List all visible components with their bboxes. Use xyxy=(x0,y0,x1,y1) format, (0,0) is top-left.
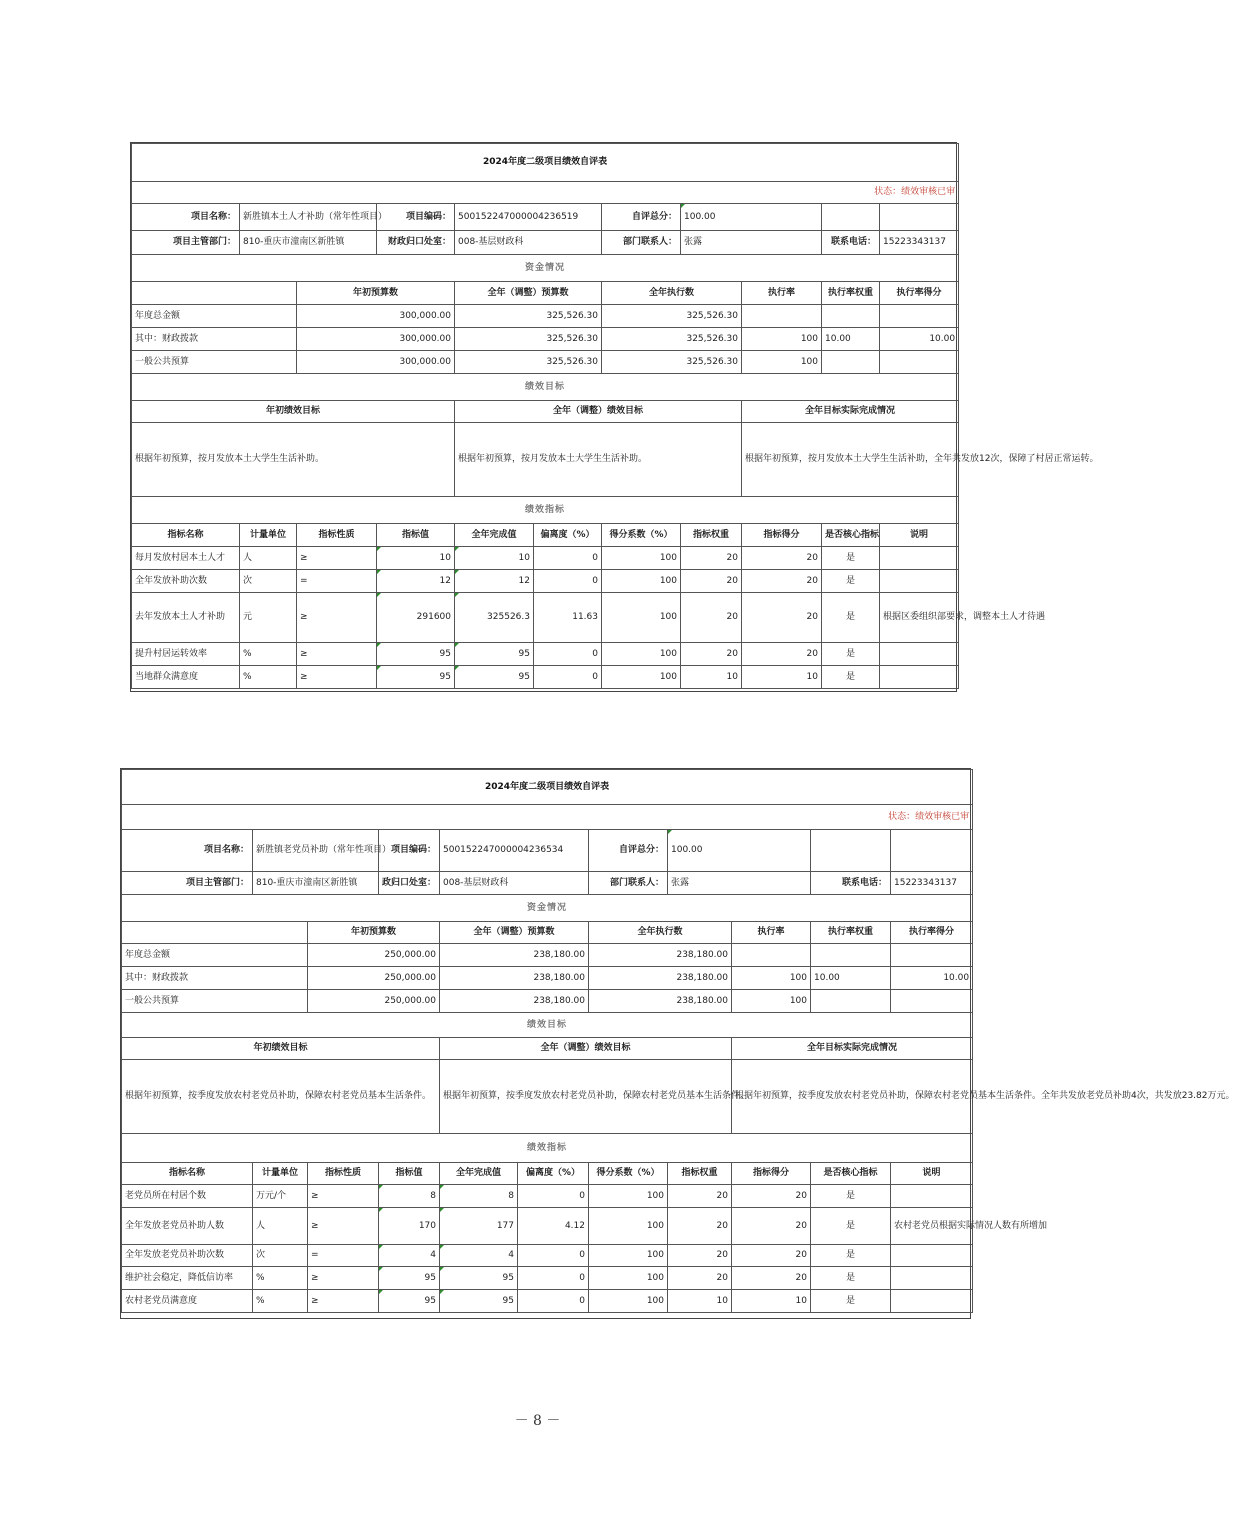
indicator-row xyxy=(132,643,959,666)
indicator-header: 得分系数（%） xyxy=(589,1163,668,1185)
funds-row-name: 其中：财政拨款 xyxy=(132,328,297,351)
indicator-weight: 20 xyxy=(668,1185,732,1208)
indicator-note xyxy=(880,666,959,689)
indicator-name: 全年发放老党员补助次数 xyxy=(122,1245,253,1267)
indicator-header: 偏离度（%） xyxy=(534,524,602,547)
form-table xyxy=(121,769,1235,1313)
page-number: － 8 － xyxy=(514,1413,561,1429)
indicator-deviation: 0 xyxy=(518,1245,589,1267)
indicator-header: 是否核心指标 xyxy=(822,524,880,547)
indicator-weight: 10 xyxy=(668,1290,732,1313)
funds-row xyxy=(132,328,959,351)
goals-section-title: 绩效目标 xyxy=(122,1013,973,1038)
indicator-deviation: 0 xyxy=(518,1185,589,1208)
indicator-note xyxy=(891,1185,973,1208)
funds-score xyxy=(880,305,959,328)
indicator-target: 95 xyxy=(379,1290,440,1313)
funds-executed: 325,526.30 xyxy=(602,305,742,328)
indicator-name: 每月发放村居本土人才 xyxy=(132,547,240,570)
indicator-header: 指标得分 xyxy=(742,524,822,547)
indicator-name: 全年发放老党员补助人数 xyxy=(122,1208,253,1245)
indicator-core: 是 xyxy=(822,643,880,666)
indicator-deviation: 0 xyxy=(518,1267,589,1290)
funds-executed: 325,526.30 xyxy=(602,328,742,351)
indicator-done: 95 xyxy=(440,1290,518,1313)
indicator-name: 提升村居运转效率 xyxy=(132,643,240,666)
indicator-deviation: 4.12 xyxy=(518,1208,589,1245)
funds-adjusted: 238,180.00 xyxy=(440,944,589,967)
funds-header: 执行率得分 xyxy=(891,922,973,944)
funds-header: 执行率权重 xyxy=(822,282,880,305)
indicator-row xyxy=(132,666,959,689)
actual-completion-text: 根据年初预算，按季度发放农村老党员补助，保障农村老党员基本生活条件。全年共发放老党员补助4次，共发放23.82万元。 xyxy=(732,1060,973,1134)
indicators-section-title: 绩效指标 xyxy=(122,1134,973,1163)
indicator-row xyxy=(122,1185,973,1208)
goals-header: 全年（调整）绩效目标 xyxy=(440,1038,732,1060)
total-score-label: 自评总分： xyxy=(602,204,681,231)
indicator-header: 偏离度（%） xyxy=(518,1163,589,1185)
indicator-header: 指标性质 xyxy=(297,524,377,547)
indicator-name: 维护社会稳定，降低信访率 xyxy=(122,1267,253,1290)
total-score-value: 100.00 xyxy=(681,204,822,231)
indicator-coefficient: 100 xyxy=(589,1245,668,1267)
funds-adjusted: 325,526.30 xyxy=(455,328,602,351)
indicator-name: 去年发放本土人才补助 xyxy=(132,593,240,643)
indicator-coefficient: 100 xyxy=(602,593,681,643)
empty-cell xyxy=(122,922,308,944)
goals-header: 全年目标实际完成情况 xyxy=(742,401,959,423)
indicator-nature: ≥ xyxy=(308,1267,379,1290)
adjusted-goal-text: 根据年初预算，按月发放本土大学生生活补助。 xyxy=(455,423,742,497)
indicator-name: 当地群众满意度 xyxy=(132,666,240,689)
indicator-name: 农村老党员满意度 xyxy=(122,1290,253,1313)
indicator-core: 是 xyxy=(811,1267,891,1290)
indicator-header: 全年完成值 xyxy=(455,524,534,547)
project-code-value: 500152247000004236519 xyxy=(455,204,602,231)
finance-value: 008-基层财政科 xyxy=(440,872,589,895)
indicator-note xyxy=(891,1245,973,1267)
indicator-target: 4 xyxy=(379,1245,440,1267)
indicator-header: 指标名称 xyxy=(132,524,240,547)
empty-cell xyxy=(822,204,880,231)
form-title: 2024年度二级项目绩效自评表 xyxy=(122,770,973,805)
indicator-coefficient: 100 xyxy=(589,1208,668,1245)
indicator-core: 是 xyxy=(811,1290,891,1313)
indicator-target: 291600 xyxy=(377,593,455,643)
form-title: 2024年度二级项目绩效自评表 xyxy=(132,144,959,182)
funds-row xyxy=(122,944,973,967)
performance-form-1 xyxy=(130,142,1099,692)
funds-row xyxy=(132,351,959,374)
indicator-header: 指标值 xyxy=(377,524,455,547)
empty-cell xyxy=(891,830,973,872)
indicator-core: 是 xyxy=(822,570,880,593)
funds-header: 年初预算数 xyxy=(308,922,440,944)
funds-initial: 300,000.00 xyxy=(297,328,455,351)
funds-header: 执行率 xyxy=(742,282,822,305)
project-name-label: 项目名称： xyxy=(122,830,253,872)
dept-label: 项目主管部门： xyxy=(132,231,240,255)
indicator-coefficient: 100 xyxy=(589,1185,668,1208)
funds-executed: 238,180.00 xyxy=(589,990,732,1013)
indicator-header: 说明 xyxy=(891,1163,973,1185)
project-code-label: 项目编码： xyxy=(379,830,440,872)
indicator-done: 95 xyxy=(440,1267,518,1290)
project-name-value: 新胜镇本土人才补助（常年性项目） xyxy=(240,204,377,231)
contact-label: 部门联系人： xyxy=(602,231,681,255)
indicator-weight: 20 xyxy=(681,593,742,643)
funds-header: 年初预算数 xyxy=(297,282,455,305)
indicator-name: 全年发放补助次数 xyxy=(132,570,240,593)
status-text: 状态：绩效审核已审 xyxy=(132,182,959,204)
indicator-nature: ≥ xyxy=(308,1185,379,1208)
form-table xyxy=(131,143,1099,689)
empty-cell xyxy=(880,204,959,231)
indicator-nature: ≥ xyxy=(297,643,377,666)
indicator-unit: 元 xyxy=(240,593,297,643)
dept-value: 810-重庆市潼南区新胜镇 xyxy=(240,231,377,255)
indicator-unit: % xyxy=(253,1267,308,1290)
indicator-unit: 次 xyxy=(240,570,297,593)
funds-header: 执行率得分 xyxy=(880,282,959,305)
indicator-core: 是 xyxy=(822,593,880,643)
indicator-target: 12 xyxy=(377,570,455,593)
funds-header: 全年（调整）预算数 xyxy=(455,282,602,305)
indicator-weight: 10 xyxy=(681,666,742,689)
funds-rate: 100 xyxy=(732,967,811,990)
indicator-nature: ≥ xyxy=(297,666,377,689)
funds-row xyxy=(122,967,973,990)
indicator-target: 95 xyxy=(379,1267,440,1290)
finance-label: 政归口处室： xyxy=(379,872,440,895)
total-score-label: 自评总分： xyxy=(589,830,668,872)
total-score-value: 100.00 xyxy=(668,830,811,872)
indicator-target: 170 xyxy=(379,1208,440,1245)
funds-rate xyxy=(732,944,811,967)
indicator-header: 指标名称 xyxy=(122,1163,253,1185)
indicator-nature: ≥ xyxy=(308,1290,379,1313)
funds-row-name: 年度总金额 xyxy=(132,305,297,328)
indicator-deviation: 0 xyxy=(534,547,602,570)
indicator-name: 老党员所在村居个数 xyxy=(122,1185,253,1208)
indicator-score: 10 xyxy=(742,666,822,689)
indicator-nature: ≥ xyxy=(297,593,377,643)
indicator-score: 10 xyxy=(732,1290,811,1313)
contact-value: 张露 xyxy=(681,231,822,255)
indicator-row xyxy=(132,547,959,570)
funds-rate: 100 xyxy=(742,351,822,374)
indicator-header: 计量单位 xyxy=(240,524,297,547)
funds-executed: 238,180.00 xyxy=(589,944,732,967)
contact-label: 部门联系人： xyxy=(589,872,668,895)
indicator-header: 指标权重 xyxy=(681,524,742,547)
goals-header: 年初绩效目标 xyxy=(122,1038,440,1060)
actual-completion-text: 根据年初预算，按月发放本土大学生生活补助，全年共发放12次，保障了村居正常运转。 xyxy=(742,423,959,497)
indicator-nature: = xyxy=(308,1245,379,1267)
indicator-header: 计量单位 xyxy=(253,1163,308,1185)
indicator-unit: 次 xyxy=(253,1245,308,1267)
indicator-weight: 20 xyxy=(668,1208,732,1245)
indicator-unit: % xyxy=(240,666,297,689)
phone-value: 15223343137 xyxy=(891,872,973,895)
indicator-core: 是 xyxy=(811,1185,891,1208)
indicator-coefficient: 100 xyxy=(602,570,681,593)
funds-weight xyxy=(822,351,880,374)
funds-section-title: 资金情况 xyxy=(132,255,959,282)
indicator-unit: 万元/个 xyxy=(253,1185,308,1208)
dept-label: 项目主管部门： xyxy=(122,872,253,895)
indicator-note: 根据区委组织部要求，调整本土人才待遇 xyxy=(880,593,959,643)
indicator-target: 95 xyxy=(377,666,455,689)
indicator-core: 是 xyxy=(822,666,880,689)
indicator-core: 是 xyxy=(811,1208,891,1245)
funds-score xyxy=(891,990,973,1013)
indicator-coefficient: 100 xyxy=(589,1290,668,1313)
indicator-done: 95 xyxy=(455,643,534,666)
indicator-weight: 20 xyxy=(668,1267,732,1290)
project-name-value: 新胜镇老党员补助（常年性项目） xyxy=(253,830,379,872)
indicator-score: 20 xyxy=(732,1185,811,1208)
phone-label: 联系电话： xyxy=(822,231,880,255)
funds-header: 执行率 xyxy=(732,922,811,944)
funds-header: 全年执行数 xyxy=(602,282,742,305)
funds-adjusted: 325,526.30 xyxy=(455,351,602,374)
indicator-header: 指标值 xyxy=(379,1163,440,1185)
indicator-weight: 20 xyxy=(668,1245,732,1267)
indicator-deviation: 0 xyxy=(534,666,602,689)
goals-section-title: 绩效目标 xyxy=(132,374,959,401)
adjusted-goal-text: 根据年初预算，按季度发放农村老党员补助，保障农村老党员基本生活条件。 xyxy=(440,1060,732,1134)
indicator-note xyxy=(891,1267,973,1290)
indicator-coefficient: 100 xyxy=(602,666,681,689)
indicator-row xyxy=(122,1245,973,1267)
indicator-unit: % xyxy=(253,1290,308,1313)
funds-rate: 100 xyxy=(732,990,811,1013)
initial-goal-text: 根据年初预算，按月发放本土大学生生活补助。 xyxy=(132,423,455,497)
indicator-unit: 人 xyxy=(240,547,297,570)
indicator-header: 指标权重 xyxy=(668,1163,732,1185)
performance-form-2 xyxy=(120,768,1235,1319)
indicator-core: 是 xyxy=(811,1245,891,1267)
funds-row-name: 一般公共预算 xyxy=(132,351,297,374)
funds-weight xyxy=(811,990,891,1013)
funds-weight: 10.00 xyxy=(811,967,891,990)
empty-cell xyxy=(811,830,891,872)
indicator-note xyxy=(880,643,959,666)
indicator-score: 20 xyxy=(742,570,822,593)
indicator-score: 20 xyxy=(732,1245,811,1267)
indicator-deviation: 0 xyxy=(534,643,602,666)
indicator-deviation: 0 xyxy=(518,1290,589,1313)
funds-initial: 300,000.00 xyxy=(297,351,455,374)
indicator-done: 10 xyxy=(455,547,534,570)
indicator-header: 指标得分 xyxy=(732,1163,811,1185)
funds-row xyxy=(122,990,973,1013)
indicator-score: 20 xyxy=(742,593,822,643)
funds-weight: 10.00 xyxy=(822,328,880,351)
project-code-value: 500152247000004236534 xyxy=(440,830,589,872)
funds-score xyxy=(880,351,959,374)
indicator-done: 12 xyxy=(455,570,534,593)
funds-row-name: 年度总金额 xyxy=(122,944,308,967)
funds-score: 10.00 xyxy=(880,328,959,351)
indicator-row xyxy=(122,1267,973,1290)
indicator-header: 得分系数（%） xyxy=(602,524,681,547)
indicator-row xyxy=(122,1208,973,1245)
funds-row-name: 其中：财政拨款 xyxy=(122,967,308,990)
funds-adjusted: 238,180.00 xyxy=(440,990,589,1013)
indicator-row xyxy=(132,593,959,643)
funds-rate: 100 xyxy=(742,328,822,351)
project-code-label: 项目编码： xyxy=(377,204,455,231)
phone-value: 15223343137 xyxy=(880,231,959,255)
funds-adjusted: 238,180.00 xyxy=(440,967,589,990)
indicator-done: 8 xyxy=(440,1185,518,1208)
funds-initial: 250,000.00 xyxy=(308,990,440,1013)
indicator-nature: ≥ xyxy=(308,1208,379,1245)
funds-section-title: 资金情况 xyxy=(122,895,973,922)
contact-value: 张露 xyxy=(668,872,811,895)
indicator-note xyxy=(880,570,959,593)
indicator-coefficient: 100 xyxy=(602,643,681,666)
funds-executed: 325,526.30 xyxy=(602,351,742,374)
empty-cell xyxy=(132,282,297,305)
indicator-header: 指标性质 xyxy=(308,1163,379,1185)
indicator-header: 是否核心指标 xyxy=(811,1163,891,1185)
indicator-coefficient: 100 xyxy=(602,547,681,570)
funds-adjusted: 325,526.30 xyxy=(455,305,602,328)
dept-value: 810-重庆市潼南区新胜镇 xyxy=(253,872,379,895)
indicator-weight: 20 xyxy=(681,643,742,666)
indicator-score: 20 xyxy=(742,643,822,666)
funds-weight xyxy=(811,944,891,967)
finance-label: 财政归口处室： xyxy=(377,231,455,255)
indicator-note: 农村老党员根据实际情况人数有所增加 xyxy=(891,1208,973,1245)
indicator-coefficient: 100 xyxy=(589,1267,668,1290)
indicator-target: 10 xyxy=(377,547,455,570)
funds-executed: 238,180.00 xyxy=(589,967,732,990)
funds-weight xyxy=(822,305,880,328)
goals-header: 全年（调整）绩效目标 xyxy=(455,401,742,423)
project-name-label: 项目名称： xyxy=(132,204,240,231)
funds-row xyxy=(132,305,959,328)
indicator-target: 95 xyxy=(377,643,455,666)
indicator-done: 177 xyxy=(440,1208,518,1245)
funds-initial: 250,000.00 xyxy=(308,944,440,967)
indicator-score: 20 xyxy=(732,1267,811,1290)
indicator-deviation: 11.63 xyxy=(534,593,602,643)
funds-score xyxy=(891,944,973,967)
indicator-row xyxy=(132,570,959,593)
status-text: 状态：绩效审核已审 xyxy=(122,805,973,830)
funds-row-name: 一般公共预算 xyxy=(122,990,308,1013)
funds-header: 全年（调整）预算数 xyxy=(440,922,589,944)
indicator-weight: 20 xyxy=(681,547,742,570)
indicator-done: 95 xyxy=(455,666,534,689)
funds-header: 执行率权重 xyxy=(811,922,891,944)
indicator-target: 8 xyxy=(379,1185,440,1208)
indicator-deviation: 0 xyxy=(534,570,602,593)
indicators-section-title: 绩效指标 xyxy=(132,497,959,524)
phone-label: 联系电话： xyxy=(811,872,891,895)
funds-initial: 300,000.00 xyxy=(297,305,455,328)
indicator-score: 20 xyxy=(732,1208,811,1245)
goals-header: 年初绩效目标 xyxy=(132,401,455,423)
indicator-nature: ≥ xyxy=(297,547,377,570)
indicator-nature: = xyxy=(297,570,377,593)
indicator-unit: % xyxy=(240,643,297,666)
indicator-row xyxy=(122,1290,973,1313)
funds-score: 10.00 xyxy=(891,967,973,990)
indicator-core: 是 xyxy=(822,547,880,570)
funds-header: 全年执行数 xyxy=(589,922,732,944)
initial-goal-text: 根据年初预算，按季度发放农村老党员补助，保障农村老党员基本生活条件。 xyxy=(122,1060,440,1134)
indicator-done: 4 xyxy=(440,1245,518,1267)
indicator-score: 20 xyxy=(742,547,822,570)
goals-header: 全年目标实际完成情况 xyxy=(732,1038,973,1060)
indicator-weight: 20 xyxy=(681,570,742,593)
indicator-unit: 人 xyxy=(253,1208,308,1245)
indicator-note xyxy=(880,547,959,570)
funds-initial: 250,000.00 xyxy=(308,967,440,990)
indicator-header: 全年完成值 xyxy=(440,1163,518,1185)
indicator-done: 325526.3 xyxy=(455,593,534,643)
indicator-header: 说明 xyxy=(880,524,959,547)
funds-rate xyxy=(742,305,822,328)
indicator-note xyxy=(891,1290,973,1313)
finance-value: 008-基层财政科 xyxy=(455,231,602,255)
